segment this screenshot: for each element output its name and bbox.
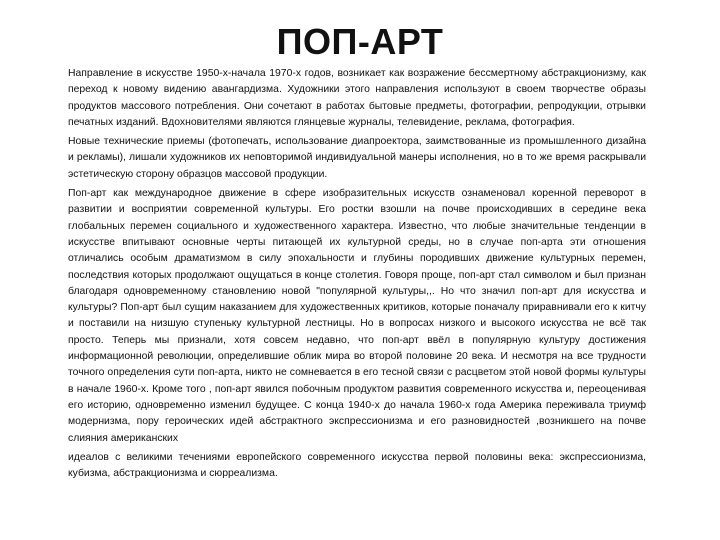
paragraph-movement: Поп-арт как международное движение в сфере изобразительных искусств ознаменовал коренной переворот в развитии и восприятии современной культуры. Его ростки взошли на почве происходивших в середине века глобальных перемен социального и художественного характера. Известно, что любые значительные тенденции в искусстве впитывают основные черты питающей их культурной среды, но в случае поп-арта эти отношения отличались особым драматизмом в силу эпохальности и глубины породивших движение культурных перемен, последствия которых продолжают ощущаться в конце столетия. Говоря проще, поп-арт стал символом и был признан благодаря одновременному становлению новой "популярной культуры,,. Но что значил поп-арт для искусства и культуры? Поп-арт был сущим наказанием для художественных критиков, которые поначалу приравнивали его к китчу и поставили на низшую ступеньку культурной лестницы. Но в вопросах низкого и высокого искусства не всё так просто. Теперь мы признали, хотя совсем недавно, что поп-арт ввёл в популярную культуру достижения информационной революции, определившие облик мира во второй половине 20 века. И несмотря на все трудности точного определения сути поп-арта, никто не сомневается в его тесной связи с расцветом этой новой формы культуры в начале 1960-х. Кроме того , поп-арт явился побочным продуктом развития современного искусства и, переоценивая его историю, одновременно изменил будущее. С конца 1940-х до начала 1960-х года Америка переживала триумф модернизма, пору героических идей абстрактного экспрессионизма и его разновидностей ,возникшего на почве слияния американских <box>68 188 646 444</box>
paragraph-ideals: идеалов с великими течениями европейского современного искусства первой половины века: экспрессионизма, кубизма, абстракционизма и сюрреализма. <box>68 451 646 480</box>
paragraph-techniques: Новые технические приемы (фотопечать, использование диапроектора, заимствованные из промышленного дизайна и рекламы), лишали художников их неповторимой индивидуальной манеры исполнения, но в то же время раскрывали эстетическую сторону образцов массовой продукции. <box>68 136 646 180</box>
slide-body <box>68 66 646 485</box>
paragraph-definition: Направление в искусстве 1950-х-начала 1970-х годов, возникает как возражение бессмертному абстракционизму, как переход к новому видению авангардизма. Художники этого направления используют в своем творчестве образы продуктов массового потребления. Они сочетают в работах бытовые предметы, фотографии, репродукции, отрывки печатных изданий. Вдохновителями являются глянцевые журналы, телевидение, реклама, фотография. <box>68 68 646 128</box>
slide-title: ПОП-АРТ <box>276 21 444 62</box>
